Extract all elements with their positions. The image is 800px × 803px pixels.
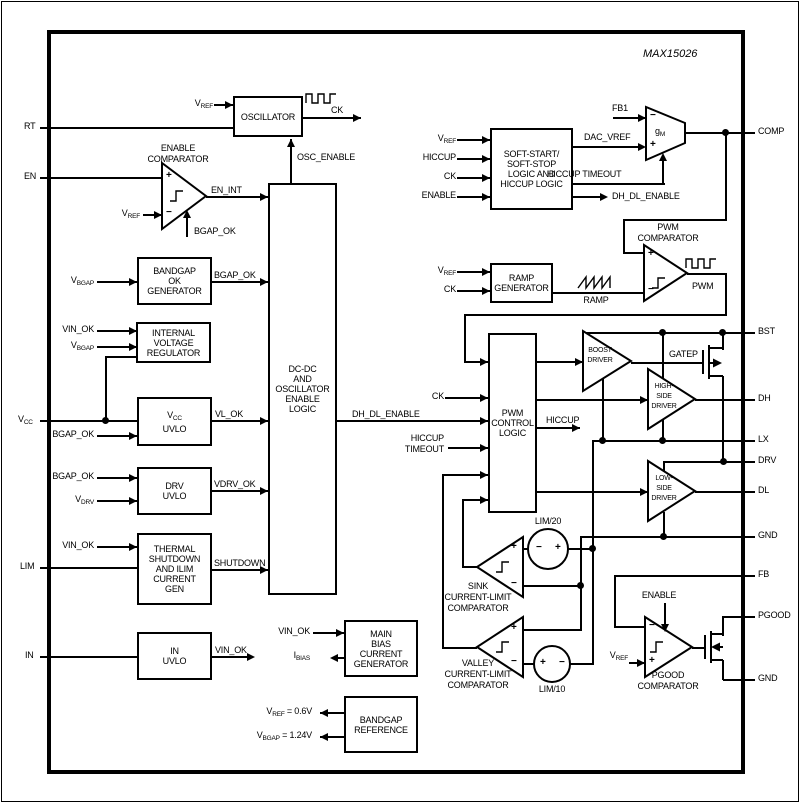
pin-comp: COMP: [758, 126, 785, 136]
label-dh-dl-enable-ss: DH_DL_ENABLE: [612, 191, 680, 201]
plus-sign: +: [540, 657, 546, 668]
label-hiccup-timeout-1: HICCUP: [410, 433, 444, 443]
label-enable-comparator-1: ENABLE: [160, 143, 196, 153]
label-boost-driver-2: DRIVER: [587, 357, 613, 364]
bandgap-ok-generator-block: BANDGAP OK GENERATOR: [137, 257, 212, 305]
minus-sign: −: [559, 657, 565, 668]
plus-sign: +: [648, 248, 654, 259]
minus-sign: −: [650, 110, 656, 121]
minus-sign: −: [536, 542, 542, 553]
pwm-control-logic-block: PWM CONTROL LOGIC: [488, 333, 537, 513]
plus-sign: +: [555, 542, 561, 553]
plus-sign: +: [650, 139, 656, 150]
main-bias-current-generator-block: MAIN BIAS CURRENT GENERATOR: [344, 620, 418, 677]
label-enable-comparator-2: COMPARATOR: [147, 154, 209, 164]
label-valley-comp-1: VALLEY: [461, 658, 495, 668]
label-ck-ramp: CK: [443, 284, 456, 294]
internal-voltage-regulator-block: INTERNAL VOLTAGE REGULATOR: [136, 322, 211, 363]
label-low-side-1: LOW-: [655, 475, 673, 482]
label-ck-pwmctl: CK: [431, 391, 444, 401]
dcdc-oscillator-enable-logic-block: DC-DC AND OSCILLATOR ENABLE LOGIC: [268, 183, 337, 595]
chip-title: MAX15026: [643, 48, 698, 60]
in-uvlo-block: IN UVLO: [137, 632, 212, 680]
label-vref-softstart: $V_{REF}$: [437, 133, 456, 145]
oscillator-block: OSCILLATOR: [233, 96, 303, 137]
label-pwm-comparator-2: COMPARATOR: [637, 233, 699, 243]
label-ramp: RAMP: [583, 295, 609, 305]
soft-start-hiccup-logic-block: SOFT-START/ SOFT-STOP LOGIC AND HICCUP LOGIC: [490, 128, 573, 210]
label-vref-enable-comp: $V_{REF}$: [121, 208, 140, 220]
thermal-shutdown-ilim-block: THERMAL SHUTDOWN AND ILIM CURRENT GEN: [137, 533, 212, 605]
pwm-waveform-icon: [686, 259, 716, 268]
label-hiccup-softstart: HICCUP: [422, 152, 456, 162]
bandgap-reference-block: BANDGAP REFERENCE: [344, 696, 418, 753]
minus-sign: −: [511, 578, 517, 589]
pin-lim: LIM: [20, 561, 35, 571]
plus-sign: +: [166, 170, 172, 181]
minus-sign: −: [649, 620, 655, 631]
label-dh-dl-enable-main: DH_DL_ENABLE: [352, 409, 420, 419]
label-vbgap-bgapok: $V_{BGAP}$: [70, 275, 94, 287]
label-ck-softstart: CK: [443, 171, 456, 181]
label-vref-oscillator: $V_{REF}$: [194, 98, 213, 110]
vcc-uvlo-line1: $V_{CC}$: [167, 409, 182, 422]
label-vdrv: $V_{DRV}$: [75, 494, 94, 506]
pin-gnd2: GND: [758, 673, 778, 683]
pin-en: EN: [24, 171, 37, 181]
minus-sign: −: [511, 656, 517, 667]
label-high-side-3: DRIVER: [651, 403, 677, 410]
label-valley-comp-3: COMPARATOR: [447, 680, 509, 690]
label-bgap-ok-out: BGAP_OK: [214, 270, 256, 280]
label-vref-pgood: $V_{REF}$: [609, 650, 628, 662]
pin-bst: BST: [758, 326, 775, 336]
label-valley-comp-2: CURRENT-LIMIT: [444, 669, 512, 679]
label-osc-enable: OSC_ENABLE: [297, 152, 356, 162]
ramp-waveform-icon: [578, 277, 610, 288]
label-vref-06: $V_{REF} = 0.6V$: [266, 706, 312, 718]
label-vl-ok: VL_OK: [215, 409, 244, 419]
plus-sign: +: [649, 655, 655, 666]
pin-lx: LX: [758, 434, 769, 444]
label-pwm-comparator-1: PWM: [657, 222, 679, 232]
label-high-side-1: HIGH-: [654, 383, 674, 390]
label-bgap-ok-enable-comp: BGAP_OK: [194, 226, 236, 236]
label-lim10: LIM/10: [538, 684, 566, 694]
label-hiccup-timeout-ss: HICCUP TIMEOUT: [547, 169, 622, 179]
label-sink-comp-1: SINK: [467, 581, 489, 591]
pin-gnd: GND: [758, 530, 778, 540]
label-vin-ok-mainbias: VIN_OK: [278, 626, 310, 636]
label-sink-comp-3: COMPARATOR: [447, 603, 509, 613]
ramp-generator-block: RAMP GENERATOR: [490, 263, 553, 303]
label-hiccup-out: HICCUP: [546, 415, 580, 425]
label-vin-ok-reg: VIN_OK: [62, 324, 94, 334]
label-ibias: $I_{BIAS}$: [293, 650, 310, 662]
label-dac-vref: DAC_VREF: [584, 132, 631, 142]
label-pwm-out: PWM: [692, 281, 714, 291]
pin-drv: DRV: [758, 455, 777, 465]
label-gatep: GATEP: [669, 349, 698, 359]
label-pgood-comp-1: PGOOD: [651, 670, 685, 680]
label-hiccup-timeout-2: TIMEOUT: [404, 444, 444, 454]
plus-sign: +: [511, 541, 517, 552]
label-lim20: LIM/20: [534, 516, 562, 526]
lim20-current-source-symbol: [528, 529, 568, 569]
pin-pgood: PGOOD: [758, 610, 791, 620]
clock-waveform-icon: [306, 94, 336, 103]
label-sink-comp-2: CURRENT-LIMIT: [444, 592, 512, 602]
label-gm: $g_M$: [655, 126, 666, 138]
bootstrap-mosfet-arrow: [713, 359, 722, 368]
label-en-int: EN_INT: [211, 185, 242, 195]
label-pgood-comp-2: COMPARATOR: [637, 681, 699, 691]
label-enable-pgood: ENABLE: [641, 590, 677, 600]
pin-dh: DH: [758, 393, 771, 403]
label-vref-ramp: $V_{REF}$: [437, 265, 456, 277]
pin-fb: FB: [758, 569, 770, 579]
pin-rt: RT: [24, 121, 36, 131]
label-vin-ok-thermal: VIN_OK: [62, 540, 94, 550]
vcc-uvlo-block: [137, 397, 212, 446]
label-fb1: FB1: [612, 103, 628, 113]
label-ck-out: CK: [331, 105, 344, 115]
label-bgap-ok-vccuvlo: BGAP_OK: [52, 429, 94, 439]
label-enable-softstart: ENABLE: [421, 190, 456, 200]
label-shutdown: SHUTDOWN: [214, 558, 266, 568]
label-vdrv-ok: VDRV_OK: [214, 479, 256, 489]
label-vbgap-reg: $V_{BGAP}$: [70, 340, 94, 352]
label-low-side-3: DRIVER: [651, 495, 677, 502]
label-high-side-2: SIDE: [656, 393, 672, 400]
minus-sign: −: [648, 284, 654, 295]
pin-in: IN: [25, 650, 34, 660]
label-vin-ok-out: VIN_OK: [215, 645, 247, 655]
label-vbgap-124: $V_{BGAP} = 1.24V$: [256, 730, 312, 742]
pgood-mosfet-arrow: [711, 643, 720, 652]
vcc-uvlo-line2: UVLO: [162, 423, 187, 434]
pin-dl: DL: [758, 485, 770, 495]
label-boost-driver-1: BOOST: [588, 347, 612, 354]
label-low-side-2: SIDE: [656, 485, 672, 492]
label-bgap-ok-drvuvlo: BGAP_OK: [52, 471, 94, 481]
pin-vcc: $V_{CC}$: [18, 414, 33, 426]
plus-sign: +: [511, 622, 517, 633]
minus-sign: −: [166, 207, 172, 218]
drv-uvlo-block: DRV UVLO: [137, 467, 212, 515]
